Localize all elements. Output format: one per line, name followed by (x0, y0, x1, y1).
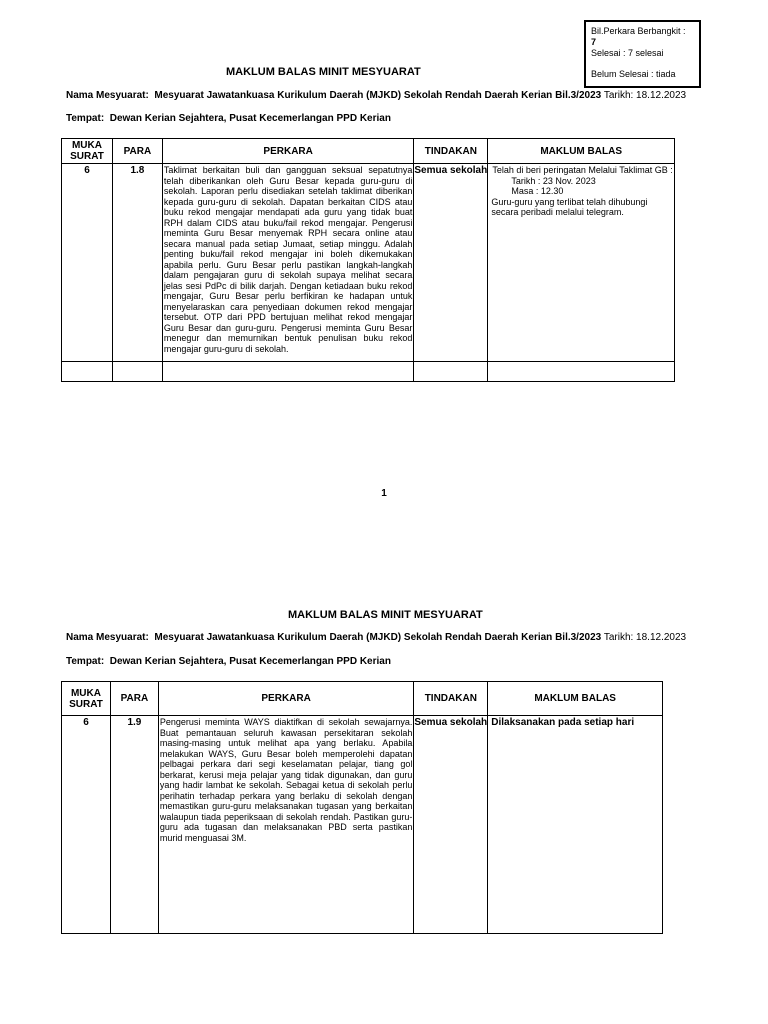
cell-tindakan: Semua sekolah (414, 164, 488, 362)
header-para: PARA (110, 682, 158, 716)
status-line-count: 7 (591, 37, 597, 47)
header-tindakan: TINDAKAN (414, 139, 488, 164)
nama-label: Nama Mesyuarat: (66, 90, 149, 101)
maklum-line-4: Guru-guru yang terlibat telah dihubungi secara peribadi melalui telegram. (491, 196, 648, 217)
cell-perkara: Taklimat berkaitan buli dan gangguan seksual sepatutnya telah diberikankan oleh Guru Besar kepada guru-guru di sekolah. Laporan perlu disediakan setelah taklimat diberikan kepada guru-guru di sekolah. Dapatan berkaitan CIDS atau buku rekod mengajar mendapati ada guru yang tidak buat RPH dalam CIDS atau buku/fail rekod mengajar. Pengerusi meminta Guru Besar menyemak RPH secara online atau secara manual pada setiap Jumaat, setiap minggu. Adalah penting buku/fail rekod mengajar ini boleh dikemukakan apabila perlu. Guru Besar perlu pastikan langkah-langkah dalam pengajaran guru di sekolah supaya melihat secara jelas sesi PdPc di bilik darjah. Dengan ketiadaan buku rekod mengajar, Guru Besar perlu berfikiran ke hadapan untuk menyelaraskan cara penyediaan dokumen rekod mengajar tersebut. OTP dari PPD bertujuan melihat rekod mengajar Guru Besar dan guru-guru. Pengerusi meminta Guru Besar menegur dan memurnikan bentuk penulisan buku rekod mengajar guru-guru di sekolah. (162, 164, 414, 362)
nama-value: Mesyuarat Jawatankuasa Kurikulum Daerah (MJKD) Sekolah Rendah Daerah Kerian Bil.3/2023 (154, 90, 602, 101)
page1-title: MAKLUM BALAS MINIT MESYUARAT (226, 66, 421, 78)
page2-nama-mesyuarat (66, 632, 686, 643)
cell-muka-surat: 6 (62, 164, 113, 362)
header-maklum-balas: MAKLUM BALAS (488, 139, 675, 164)
cell-maklum-balas (488, 164, 675, 362)
table-row (62, 164, 675, 362)
cell-perkara: Pengerusi meminta WAYS diaktifkan di sekolah sewajarnya. Buat pemantauan seluruh kawasan persekitaran sekolah masing-masing untuk melihat apa yang berlaku. Apabila melakukan WAYS, Guru Besar boleh memperolehi dapatan pelbagai perkara dari segi keselamatan pelajar, tiang gol berkarat, kerusi meja pelajar yang tidak digunakan, dan guru yang hadir lambat ke sekolah. Sebagai ketua di sekolah perlu perihatin terhadap perkara yang berlaku di sekolah dengan memastikan guru-guru melaksanakan tugasan yang berkaitan walaupun tiada peperiksaan di sekolah rendah. Pastikan guru-guru ada tugasan dan melaksanakan PBD serta pastikan murid menguasai 3M. (158, 716, 413, 934)
cell-tindakan: Semua sekolah (414, 716, 488, 934)
header-perkara: PERKARA (158, 682, 413, 716)
maklum-line-3: Masa : 12.30 (511, 186, 564, 196)
cell-para: 1.9 (110, 716, 158, 934)
table-row-empty (62, 362, 675, 382)
page2-title: MAKLUM BALAS MINIT MESYUARAT (288, 609, 483, 621)
maklum-line-1: Telah di beri peringatan Melalui Taklimat GB : (492, 165, 673, 175)
header-tindakan: TINDAKAN (414, 682, 488, 716)
nama-value: Mesyuarat Jawatankuasa Kurikulum Daerah (MJKD) Sekolah Rendah Daerah Kerian Bil.3/2023 (154, 632, 602, 643)
tempat-label: Tempat: (66, 113, 105, 124)
status-line-selesai: Selesai : 7 selesai (591, 48, 664, 58)
tempat-value: Dewan Kerian Sejahtera, Pusat Kecemerlangan PPD Kerian (109, 656, 391, 667)
nama-label: Nama Mesyuarat: (66, 632, 149, 643)
table-row (62, 716, 663, 934)
tarikh: Tarikh: 18.12.2023 (603, 632, 687, 643)
table-header-row (62, 682, 663, 716)
page2-table (61, 681, 663, 934)
status-line-bil: Bil.Perkara Berbangkit : (591, 26, 686, 36)
status-box (584, 20, 701, 88)
status-line-belum: Belum Selesai : tiada (591, 69, 676, 79)
page-number: 1 (381, 488, 387, 499)
header-muka-surat: MUKA SURAT (62, 682, 111, 716)
page1-tempat (66, 113, 391, 124)
header-muka-surat: MUKA SURAT (62, 139, 113, 164)
tarikh: Tarikh: 18.12.2023 (603, 90, 687, 101)
header-maklum-balas: MAKLUM BALAS (488, 682, 663, 716)
page2-tempat (66, 656, 391, 667)
page1-table (61, 138, 675, 382)
tempat-label: Tempat: (66, 656, 105, 667)
maklum-line-2: Tarikh : 23 Nov. 2023 (511, 175, 596, 186)
header-perkara: PERKARA (162, 139, 414, 164)
tempat-value: Dewan Kerian Sejahtera, Pusat Kecemerlangan PPD Kerian (109, 113, 391, 124)
page1-nama-mesyuarat (66, 90, 686, 101)
cell-para: 1.8 (112, 164, 162, 362)
header-para: PARA (112, 139, 162, 164)
cell-muka-surat: 6 (62, 716, 111, 934)
cell-maklum-balas: Dilaksanakan pada setiap hari (488, 716, 663, 934)
table-header-row (62, 139, 675, 164)
